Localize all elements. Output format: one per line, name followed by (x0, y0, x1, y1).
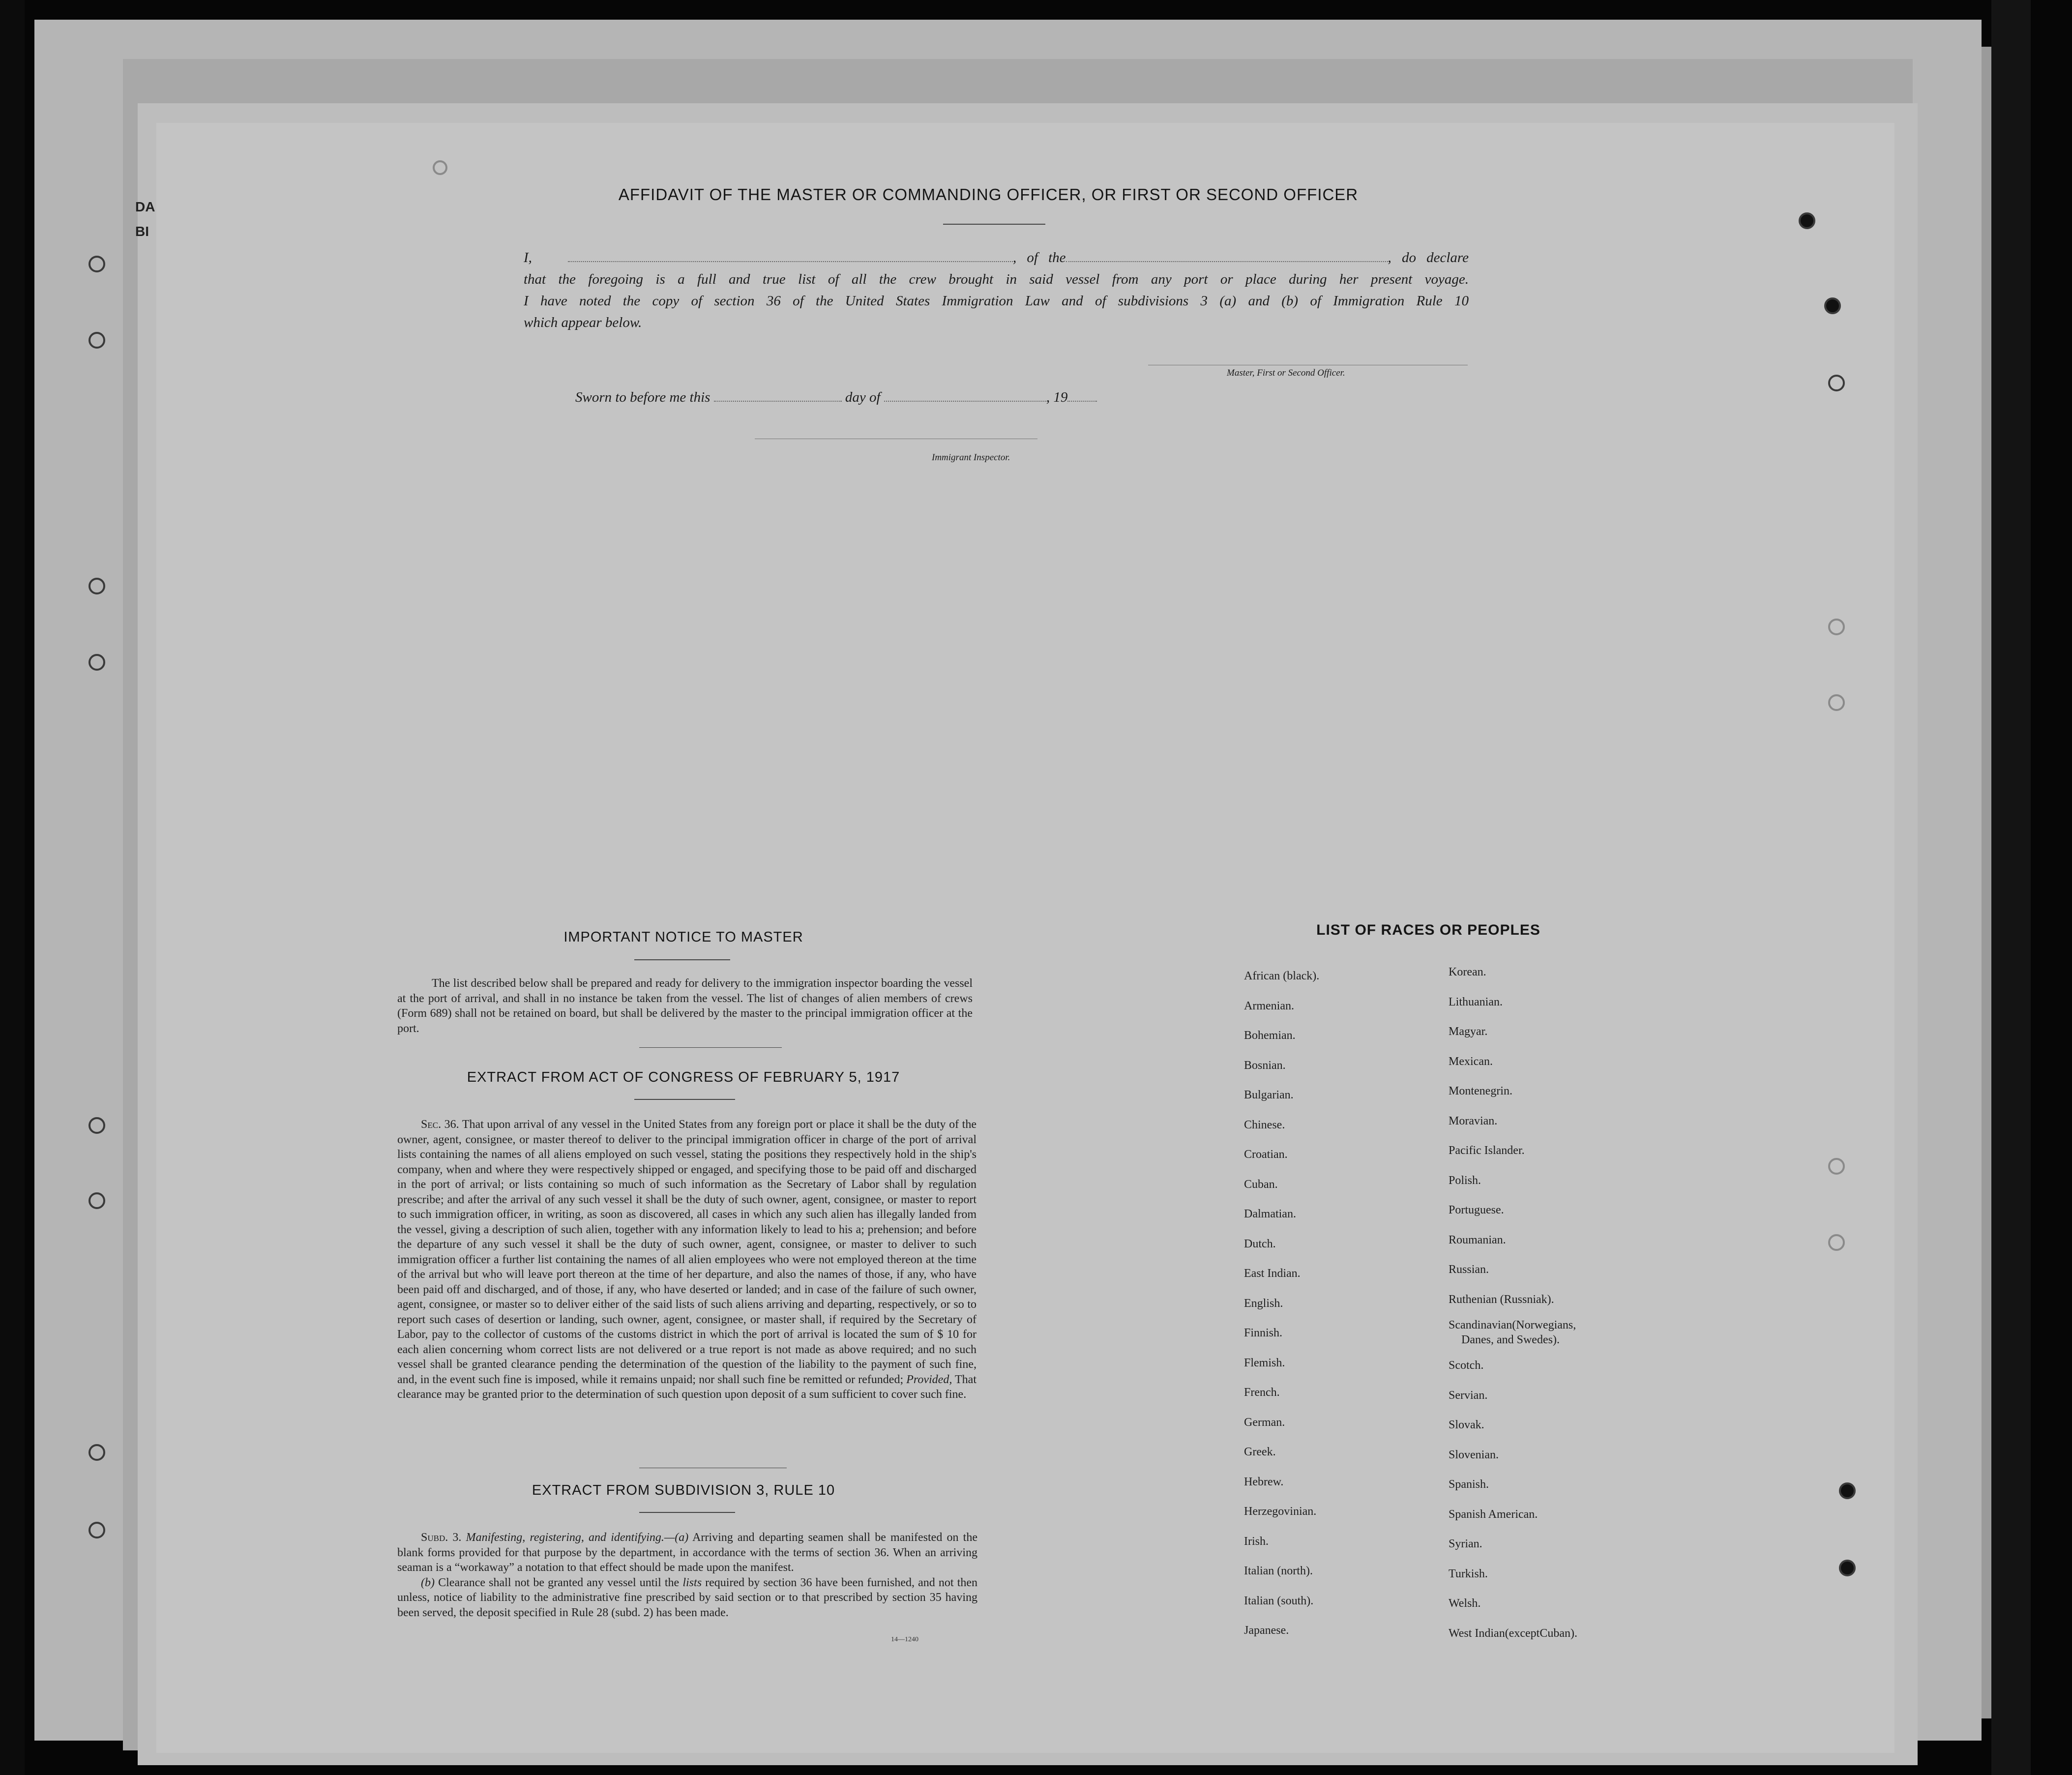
race-item: Irish. (1244, 1535, 1269, 1548)
sworn-day-blank[interactable] (714, 386, 842, 402)
binder-strip (0, 0, 25, 1775)
race-item: Roumanian. (1449, 1234, 1506, 1246)
race-item: Syrian. (1449, 1538, 1482, 1550)
rule-a-body: Arriving and departing seamen shall be manifested on the blank forms provided for that purpose by the department, in accordance with the terms of section 36. When an arriving seaman is a “workaway” a notation to that effect should be made upon the manifest. (397, 1531, 978, 1574)
sworn-line (575, 386, 1097, 406)
rule-b-lists: lists (682, 1576, 702, 1589)
edge-text-fragment: BI (135, 224, 149, 239)
binder-hole (89, 1192, 105, 1209)
do-declare-label: , do declare (1388, 250, 1469, 266)
race-item: Korean. (1449, 966, 1486, 978)
day-of-label: day of (845, 389, 881, 405)
race-item: Spanish. (1449, 1478, 1489, 1491)
race-item: Cuban. (1244, 1178, 1278, 1191)
act-provided: Provided, (906, 1373, 952, 1386)
race-item: English. (1244, 1297, 1283, 1310)
race-item: Dalmatian. (1244, 1208, 1296, 1220)
rule-title: EXTRACT FROM SUBDIVISION 3, RULE 10 (532, 1482, 835, 1498)
affidavit-line-4: which appear below. (524, 315, 642, 330)
binder-hole (1828, 1158, 1845, 1175)
binder-hole (1828, 1234, 1845, 1251)
rule-body (397, 1530, 977, 1620)
race-item: Danes, and Swedes). (1461, 1333, 1560, 1346)
race-item: Finnish. (1244, 1327, 1283, 1339)
binder-hole (89, 1117, 105, 1134)
race-item: Montenegrin. (1449, 1085, 1512, 1097)
race-item: Russian. (1449, 1263, 1489, 1276)
race-item: Polish. (1449, 1174, 1481, 1187)
title-underline (943, 224, 1045, 225)
rule-subd-title: Manifesting, registering, and identifying.— (466, 1531, 675, 1544)
edge-text-fragment: DA (135, 199, 155, 214)
notice-body: The list described below shall be prepared and ready for delivery to the immigration inspector boarding the vessel at the port of arrival, and shall in no instance be taken from the vessel. The list of changes of alien members of crews (Form 689) shall not be retained on board, but shall be delivered by the master to the principal immigration officer at the port. (397, 977, 973, 1035)
race-item: Bohemian. (1244, 1029, 1296, 1042)
binder-hole (89, 256, 105, 272)
binder-hole (1828, 694, 1845, 711)
notice-underline (634, 959, 730, 960)
race-item: Spanish American. (1449, 1508, 1538, 1521)
binder-hole (1828, 619, 1845, 635)
binder-hole (89, 332, 105, 349)
affidavit-line-1 (524, 247, 1469, 268)
section-divider (639, 1047, 782, 1048)
race-item: Dutch. (1244, 1238, 1276, 1250)
race-item: African (black). (1244, 970, 1320, 982)
race-item: Magyar. (1449, 1025, 1488, 1038)
sworn-month-blank[interactable] (884, 386, 1046, 402)
act-text: That upon arrival of any vessel in the United States from any foreign port or place it shall be the duty of the owner, agent, consignee, or master thereof to deliver to the principal immigration officer in charge of the port of arrival lists containing the names of all aliens employed on such vessel, stating the positions they respectively hold in the ship's company, when and where they were respectively shipped or engaged, and specifying those to be paid off and discharged in the port of arrival; or lists containing so much of such information as the Secretary of Labor shall by regulation prescribe; and after the arrival of any such vessel it shall be the duty of such owner, agent, consignee, or master to report to such immigration officer, in writing, as soon as discovered, all cases in which any such alien has illegally landed from the vessel, giving a description of such alien, together with any information likely to lead to his a; prehension; and before the departure of any such vessel it shall be the duty of such owner, agent, consignee, or master to deliver to such immigration officer a further list containing the names of all alien employees who were not employed thereon at the time of the arrival but who will leave port thereon at the time of her departure, and also the names of those, if any, who have been paid off and discharged, and of those, if any, who have deserted or landed; and in case of the failure of such owner, agent, consignee, or master so to deliver either of the said lists of such aliens arriving and departing, respectively, or so to report such cases of desertion or landing, such owner, agent, consignee, or master shall, if required by the Secretary of Labor, pay to the collector of customs of the customs district in which the port of arrival is located the sum of $ 10 for each alien concerning whom correct lists are not delivered or a true report is not made as above required; and no such vessel shall be granted clearance pending the determination of the question of the liability to the payment of such fine, and, in the event such fine is imposed, while it remains unpaid; nor shall such fine be remitted or refunded; (397, 1118, 977, 1386)
binder-hole (89, 1444, 105, 1461)
race-item: Hebrew. (1244, 1476, 1284, 1488)
race-item: Ruthenian (Russniak). (1449, 1293, 1554, 1306)
inspector-caption: Immigrant Inspector. (932, 452, 1010, 463)
rule-a-label: (a) (675, 1531, 689, 1544)
binder-strip (1991, 0, 2031, 1775)
race-item: Bulgarian. (1244, 1089, 1294, 1101)
act-body (397, 1117, 977, 1402)
notice-title: IMPORTANT NOTICE TO MASTER (563, 929, 803, 945)
binder-hole (433, 160, 447, 175)
race-item: German. (1244, 1416, 1285, 1429)
race-item: Portuguese. (1449, 1204, 1504, 1216)
binder-hole (89, 654, 105, 671)
act-title: EXTRACT FROM ACT OF CONGRESS OF FEBRUARY 5, 1917 (467, 1069, 900, 1085)
race-item: Herzegovinian. (1244, 1505, 1317, 1518)
affidavit-title: AFFIDAVIT OF THE MASTER OR COMMANDING OFFICER, OR FIRST OR SECOND OFFICER (618, 185, 1359, 204)
binder-hole (1839, 1560, 1856, 1576)
form-number: 14—1240 (891, 1636, 918, 1643)
race-item: Chinese. (1244, 1119, 1285, 1131)
officer-name-blank[interactable] (568, 247, 1013, 262)
vessel-name-blank[interactable] (1066, 247, 1388, 262)
affidavit-page (156, 123, 1894, 1753)
rule-underline (639, 1512, 735, 1513)
binder-hole (1824, 297, 1841, 314)
race-item: Greek. (1244, 1446, 1276, 1458)
race-item: Turkish. (1449, 1568, 1488, 1580)
binder-hole (89, 578, 105, 594)
rule-subd-label: Subd. 3. (421, 1531, 462, 1544)
race-item: Mexican. (1449, 1055, 1493, 1068)
rule-b-body-1: Clearance shall not be granted any vessel until the (438, 1576, 680, 1589)
sworn-label: Sworn to before me this (575, 389, 710, 405)
of-the-label: , of the (1013, 250, 1066, 266)
race-item: French. (1244, 1386, 1280, 1399)
race-item: Servian. (1449, 1389, 1488, 1402)
race-item: Slovenian. (1449, 1449, 1499, 1461)
pronoun-i: I, (524, 250, 532, 266)
race-item: Pacific Islander. (1449, 1144, 1525, 1157)
race-item: Italian (south). (1244, 1595, 1314, 1607)
affidavit-line-3: I have noted the copy of section 36 of the United States Immigration Law and of subdivisions 3 (a) and (b) of Immigration Rule 10 (524, 293, 1469, 309)
race-item: Moravian. (1449, 1115, 1498, 1127)
race-item: Lithuanian. (1449, 996, 1503, 1008)
race-item: Italian (north). (1244, 1565, 1313, 1577)
race-item: Scandinavian(Norwegians, (1449, 1319, 1576, 1331)
sworn-year-blank[interactable] (1067, 386, 1097, 402)
act-text-end: That clearance may be granted prior to the determination of such question upon deposit of a sum sufficient to cover such fine. (397, 1373, 977, 1401)
binder-hole (1828, 375, 1845, 391)
race-item: Scotch. (1449, 1359, 1484, 1372)
master-signature-caption: Master, First or Second Officer. (1227, 368, 1345, 378)
race-item: Welsh. (1449, 1597, 1481, 1610)
race-item: Croatian. (1244, 1148, 1288, 1161)
affidavit-line-2: that the foregoing is a full and true list of all the crew brought in said vessel from any port or place during her present voyage. (524, 271, 1469, 287)
race-item: West Indian(exceptCuban). (1449, 1627, 1577, 1640)
rule-b-body-2: required by section 36 have been furnished, and not then unless, notice of liability to the administrative fine prescribed by said section or to that prescribed by section 35 having been served, the deposit specified in Rule 28 (subd. 2) has been made. (397, 1576, 978, 1619)
race-item: East Indian. (1244, 1267, 1301, 1280)
rule-b-label: (b) (421, 1576, 435, 1589)
year-prefix: , 19 (1046, 389, 1068, 405)
act-underline (634, 1099, 735, 1100)
races-title: LIST OF RACES OR PEOPLES (1316, 922, 1540, 938)
binder-hole (89, 1522, 105, 1538)
race-item: Slovak. (1449, 1419, 1484, 1431)
race-item: Japanese. (1244, 1624, 1289, 1637)
act-section-label: Sec. 36. (421, 1118, 459, 1131)
binder-hole (1839, 1482, 1856, 1499)
binder-hole (1799, 212, 1815, 229)
race-item: Flemish. (1244, 1357, 1285, 1369)
race-item: Bosnian. (1244, 1059, 1286, 1072)
race-item: Armenian. (1244, 1000, 1294, 1012)
